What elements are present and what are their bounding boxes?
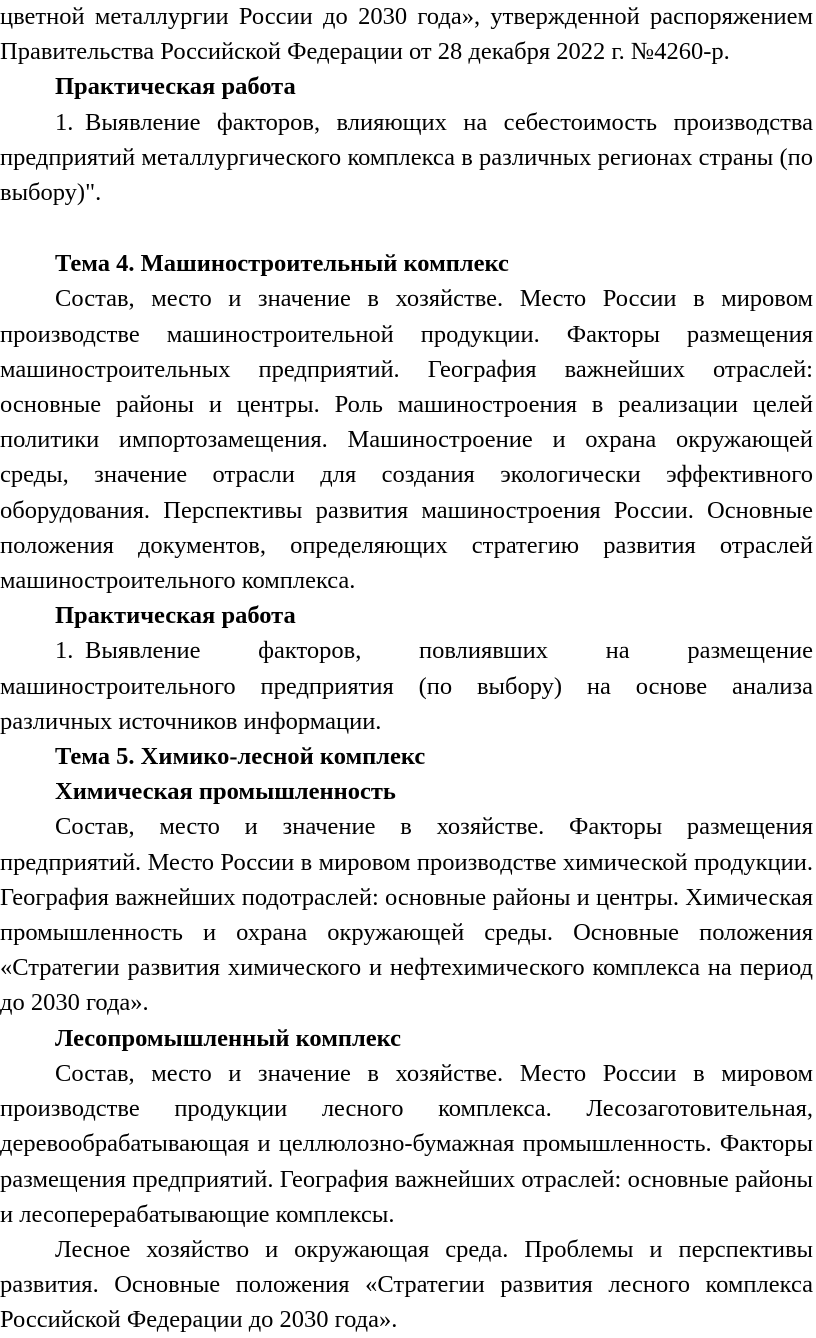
practical-work-item-machinery [0, 633, 813, 739]
practical-work-heading-metallurgy: Практическая работа [55, 73, 296, 101]
blank-line [0, 210, 813, 246]
forest-complex-paragraph-2: Лесное хозяйство и окружающая среда. Проблемы и перспективы развития. Основные положения «Стратегии развития лесного комплекса Российской Федерации до 2030 года». [0, 1235, 813, 1334]
list-item-text: Выявление факторов, влияющих на себестоимость производства предприятий металлургического комплекса в различных регионах страны (по выбору)". [0, 108, 813, 207]
topic-4-heading: Тема 4. Машиностроительный комплекс [55, 250, 509, 278]
forest-complex-heading: Лесопромышленный комплекс [55, 1024, 402, 1052]
continued-paragraph: цветной металлургии России до 2030 года», утвержденной распоряжением Правительства Российской Федерации от 28 декабря 2022 г. №4260-р. [0, 3, 813, 66]
topic-5-heading: Тема 5. Химико-лесной комплекс [55, 743, 426, 771]
chemical-industry-paragraph: Состав, место и значение в хозяйстве. Факторы размещения предприятий. Место России в мировом производстве химической продукции. География важнейших подотраслей: основные районы и центры. Химическая промышленность и охрана окружающей среды. Основные положения «Стратегии развития химического и нефтехимического комплекса на период до 2030 года». [0, 813, 813, 1017]
practical-work-item-metallurgy [0, 105, 813, 211]
chemical-industry-heading: Химическая промышленность [55, 778, 396, 806]
topic-4-paragraph: Состав, место и значение в хозяйстве. Место России в мировом производстве машиностроительной продукции. Факторы размещения машиностроительных предприятий. География важнейших отраслей: основные районы и центры. Роль машиностроения в реализации целей политики импортозамещения. Машиностроение и охрана окружающей среды, значение отрасли для создания экологически эффективного оборудования. Перспективы развития машиностроения России. Основные положения документов, определяющих стратегию развития отраслей машиностроительного комплекса. [0, 285, 813, 595]
forest-complex-paragraph-1: Состав, место и значение в хозяйстве. Место России в мировом производстве продукции лесного комплекса. Лесозаготовительная, деревообрабатывающая и целлюлозно-бумажная промышленность. Факторы размещения предприятий. География важнейших отраслей: основные районы и лесоперерабатывающие комплексы. [0, 1059, 813, 1228]
list-item-number: 1. [55, 637, 74, 665]
list-item-number: 1. [55, 108, 74, 136]
list-item-text: Выявление факторов, повлиявших на размещение машиностроительного предприятия (по выбору) на основе анализа различных источников информации. [0, 637, 813, 735]
practical-work-heading-machinery: Практическая работа [55, 602, 296, 630]
